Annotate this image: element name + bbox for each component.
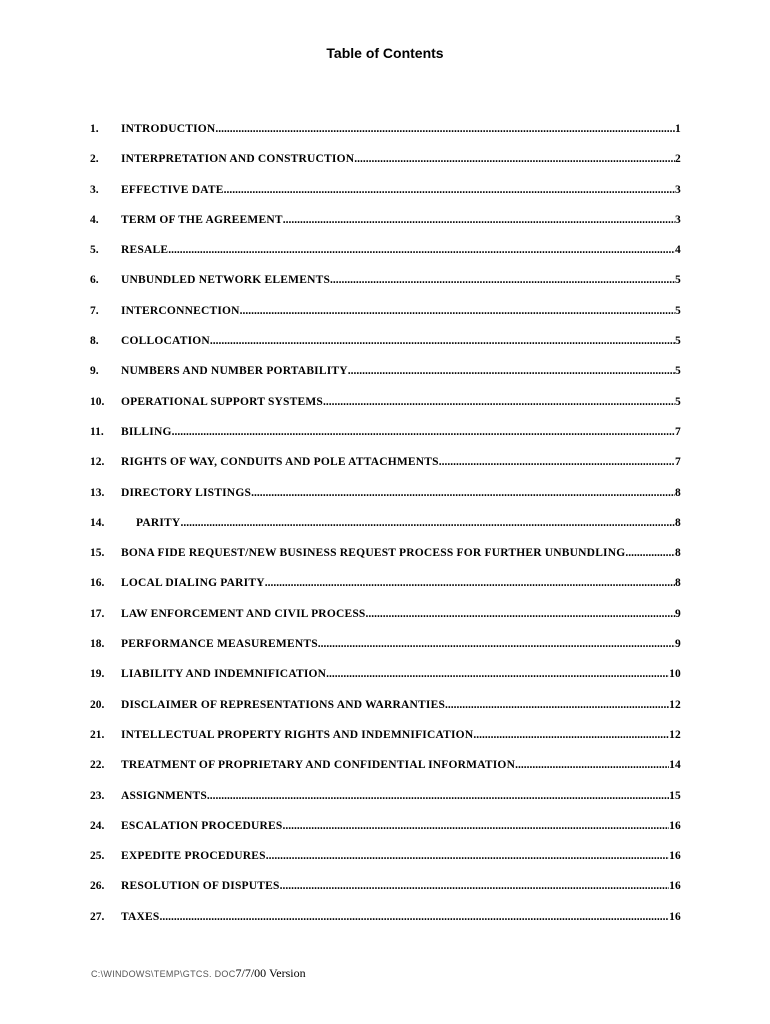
- toc-dot-leader: [439, 453, 675, 471]
- toc-entry-title: TAXES: [121, 910, 160, 923]
- toc-entry-number: 21.: [90, 728, 105, 741]
- toc-entry-number: 13.: [90, 486, 105, 499]
- toc-entry[interactable]: [90, 908, 681, 938]
- toc-entry-title: LOCAL DIALING PARITY: [121, 577, 265, 590]
- toc-dot-leader: [280, 877, 669, 895]
- toc-entry-number: 26.: [90, 880, 105, 893]
- toc-entry-number: 5.: [90, 244, 99, 257]
- toc-entry-number: 27.: [90, 910, 105, 923]
- toc-entry-number: 9.: [90, 365, 99, 378]
- toc-entry-number: 19.: [90, 668, 105, 681]
- toc-entry-title: NUMBERS AND NUMBER PORTABILITY: [121, 365, 348, 378]
- toc-entry-title: LIABILITY AND INDEMNIFICATION: [121, 668, 327, 681]
- toc-dot-leader: [215, 120, 675, 138]
- toc-entry[interactable]: [90, 756, 681, 786]
- toc-entry-number: 8.: [90, 335, 99, 348]
- toc-entry-page-number: 4: [675, 244, 681, 257]
- page-footer: [91, 964, 306, 982]
- toc-entry-number: 23.: [90, 789, 105, 802]
- toc-entry-title: BONA FIDE REQUEST/NEW BUSINESS REQUEST PROCESS FOR FURTHER UNBUNDLING: [121, 547, 626, 560]
- toc-entry-page-number: 5: [675, 335, 681, 348]
- toc-entry[interactable]: [90, 817, 681, 847]
- toc-entry[interactable]: [90, 484, 681, 514]
- toc-entry-title: RESOLUTION OF DISPUTES: [121, 880, 280, 893]
- toc-entry-page-number: 8: [675, 516, 681, 529]
- toc-entry-number: 24.: [90, 819, 105, 832]
- toc-dot-leader: [168, 241, 675, 259]
- toc-entry[interactable]: [90, 120, 681, 150]
- toc-dot-leader: [283, 211, 675, 229]
- toc-entry[interactable]: [90, 847, 681, 877]
- toc-entry[interactable]: [90, 877, 681, 907]
- toc-dot-leader: [348, 362, 675, 380]
- toc-entry-title: EFFECTIVE DATE: [121, 183, 224, 196]
- toc-dot-leader: [326, 665, 669, 683]
- toc-entry[interactable]: [90, 514, 681, 544]
- toc-entry-page-number: 3: [675, 183, 681, 196]
- toc-entry-number: 1.: [90, 123, 99, 135]
- toc-entry-title: RESALE: [121, 244, 169, 257]
- toc-entry-title: ESCALATION PROCEDURES: [121, 819, 283, 832]
- toc-entry-number: 11.: [90, 425, 104, 438]
- toc-entry-number: 10.: [90, 395, 105, 408]
- toc-entry-page-number: 16: [669, 819, 681, 832]
- toc-entry-number: 25.: [90, 850, 105, 863]
- toc-dot-leader: [240, 302, 675, 320]
- toc-dot-leader: [266, 847, 669, 865]
- toc-entry[interactable]: [90, 726, 681, 756]
- toc-entry[interactable]: [90, 393, 681, 423]
- toc-entry-page-number: 3: [675, 213, 681, 226]
- toc-entry-title: PARITY: [136, 516, 181, 529]
- toc-entry-page-number: 5: [675, 304, 681, 317]
- toc-entry-page-number: 7: [675, 425, 681, 438]
- toc-entry-number: 17.: [90, 607, 105, 620]
- toc-entry-page-number: 5: [675, 365, 681, 378]
- toc-entry[interactable]: [90, 211, 681, 241]
- toc-entry-title: INTERPRETATION AND CONSTRUCTION: [121, 153, 355, 166]
- toc-entry[interactable]: [90, 423, 681, 453]
- toc-dot-leader: [160, 908, 670, 926]
- toc-entry-title: PERFORMANCE MEASUREMENTS: [121, 638, 318, 651]
- toc-entry[interactable]: [90, 696, 681, 726]
- toc-entry[interactable]: [90, 362, 681, 392]
- toc-entry[interactable]: [90, 241, 681, 271]
- toc-dot-leader: [265, 574, 675, 592]
- toc-entry-page-number: 15: [669, 789, 681, 802]
- toc-entry-title: INTERCONNECTION: [121, 304, 240, 317]
- toc-entry-title: OPERATIONAL SUPPORT SYSTEMS: [121, 395, 324, 408]
- toc-entry-title: RIGHTS OF WAY, CONDUITS AND POLE ATTACHMENTS: [121, 456, 439, 469]
- toc-entry-page-number: 9: [675, 607, 681, 620]
- toc-entry-number: 18.: [90, 638, 105, 651]
- toc-dot-leader: [323, 393, 675, 411]
- toc-dot-leader: [625, 544, 675, 562]
- toc-entry-page-number: 8: [675, 486, 681, 499]
- table-of-contents: [90, 120, 681, 938]
- toc-entry-page-number: 5: [675, 395, 681, 408]
- toc-entry-page-number: 1: [675, 123, 681, 135]
- toc-entry[interactable]: [90, 302, 681, 332]
- toc-entry-page-number: 7: [675, 456, 681, 469]
- toc-entry[interactable]: [90, 332, 681, 362]
- toc-entry-title: INTRODUCTION: [121, 123, 216, 135]
- toc-entry[interactable]: [90, 181, 681, 211]
- toc-entry-page-number: 9: [675, 638, 681, 651]
- toc-entry-page-number: 12: [669, 698, 681, 711]
- toc-entry-number: 2.: [90, 153, 99, 166]
- toc-entry-title: INTELLECTUAL PROPERTY RIGHTS AND INDEMNIFICATION: [121, 728, 474, 741]
- toc-dot-leader: [445, 696, 669, 714]
- toc-entry-number: 12.: [90, 456, 105, 469]
- toc-entry-page-number: 16: [669, 850, 681, 863]
- toc-dot-leader: [224, 181, 675, 199]
- toc-dot-leader: [172, 423, 675, 441]
- toc-entry-page-number: 5: [675, 274, 681, 287]
- page-title: Table of Contents: [326, 45, 444, 61]
- toc-dot-leader: [180, 514, 675, 532]
- toc-entry[interactable]: [90, 271, 681, 301]
- toc-entry-title: DIRECTORY LISTINGS: [121, 486, 252, 499]
- toc-entry-page-number: 16: [669, 880, 681, 893]
- toc-entry[interactable]: [90, 544, 681, 574]
- toc-entry[interactable]: [90, 787, 681, 817]
- toc-entry[interactable]: [90, 574, 681, 604]
- toc-entry[interactable]: [90, 453, 681, 483]
- footer-file-path: C:\WINDOWS\TEMP\GTCS. DOC: [91, 969, 236, 979]
- toc-dot-leader: [251, 484, 675, 502]
- toc-dot-leader: [283, 817, 670, 835]
- toc-entry-number: 20.: [90, 698, 105, 711]
- toc-entry-title: TERM OF THE AGREEMENT: [121, 213, 283, 226]
- toc-entry[interactable]: [90, 635, 681, 665]
- footer-version: 7/7/00 Version: [235, 966, 306, 980]
- toc-entry-title: UNBUNDLED NETWORK ELEMENTS: [121, 274, 331, 287]
- toc-entry-title: COLLOCATION: [121, 335, 210, 348]
- toc-entry-number: 6.: [90, 274, 99, 287]
- toc-entry[interactable]: [90, 150, 681, 180]
- toc-entry-page-number: 16: [669, 910, 681, 923]
- toc-entry-page-number: 12: [669, 728, 681, 741]
- toc-entry-page-number: 10: [669, 668, 681, 681]
- toc-entry[interactable]: [90, 665, 681, 695]
- toc-entry-number: 22.: [90, 759, 105, 772]
- toc-dot-leader: [473, 726, 669, 744]
- toc-entry-title: EXPEDITE PROCEDURES: [121, 850, 266, 863]
- toc-dot-leader: [207, 787, 669, 805]
- toc-entry-title: LAW ENFORCEMENT AND CIVIL PROCESS: [121, 607, 366, 620]
- toc-entry-number: 15.: [90, 547, 105, 560]
- toc-entry-number: 4.: [90, 213, 99, 226]
- toc-dot-leader: [354, 150, 675, 168]
- toc-entry-number: 3.: [90, 183, 99, 196]
- toc-dot-leader: [515, 756, 669, 774]
- toc-dot-leader: [366, 605, 676, 623]
- toc-entry-title: DISCLAIMER OF REPRESENTATIONS AND WARRANTIES: [121, 698, 446, 711]
- toc-entry-page-number: 8: [675, 577, 681, 590]
- toc-entry-title: TREATMENT OF PROPRIETARY AND CONFIDENTIAL INFORMATION: [121, 759, 516, 772]
- toc-entry-page-number: 8: [675, 547, 681, 560]
- toc-entry-page-number: 14: [669, 759, 681, 772]
- toc-entry-title: ASSIGNMENTS: [121, 789, 207, 802]
- toc-entry-number: 16.: [90, 577, 105, 590]
- toc-dot-leader: [318, 635, 675, 653]
- toc-dot-leader: [210, 332, 675, 350]
- toc-entry-number: 14.: [90, 516, 105, 529]
- toc-entry-page-number: 2: [675, 153, 681, 166]
- toc-entry-title: BILLING: [121, 425, 172, 438]
- toc-dot-leader: [330, 271, 675, 289]
- toc-entry[interactable]: [90, 605, 681, 635]
- toc-entry-number: 7.: [90, 304, 99, 317]
